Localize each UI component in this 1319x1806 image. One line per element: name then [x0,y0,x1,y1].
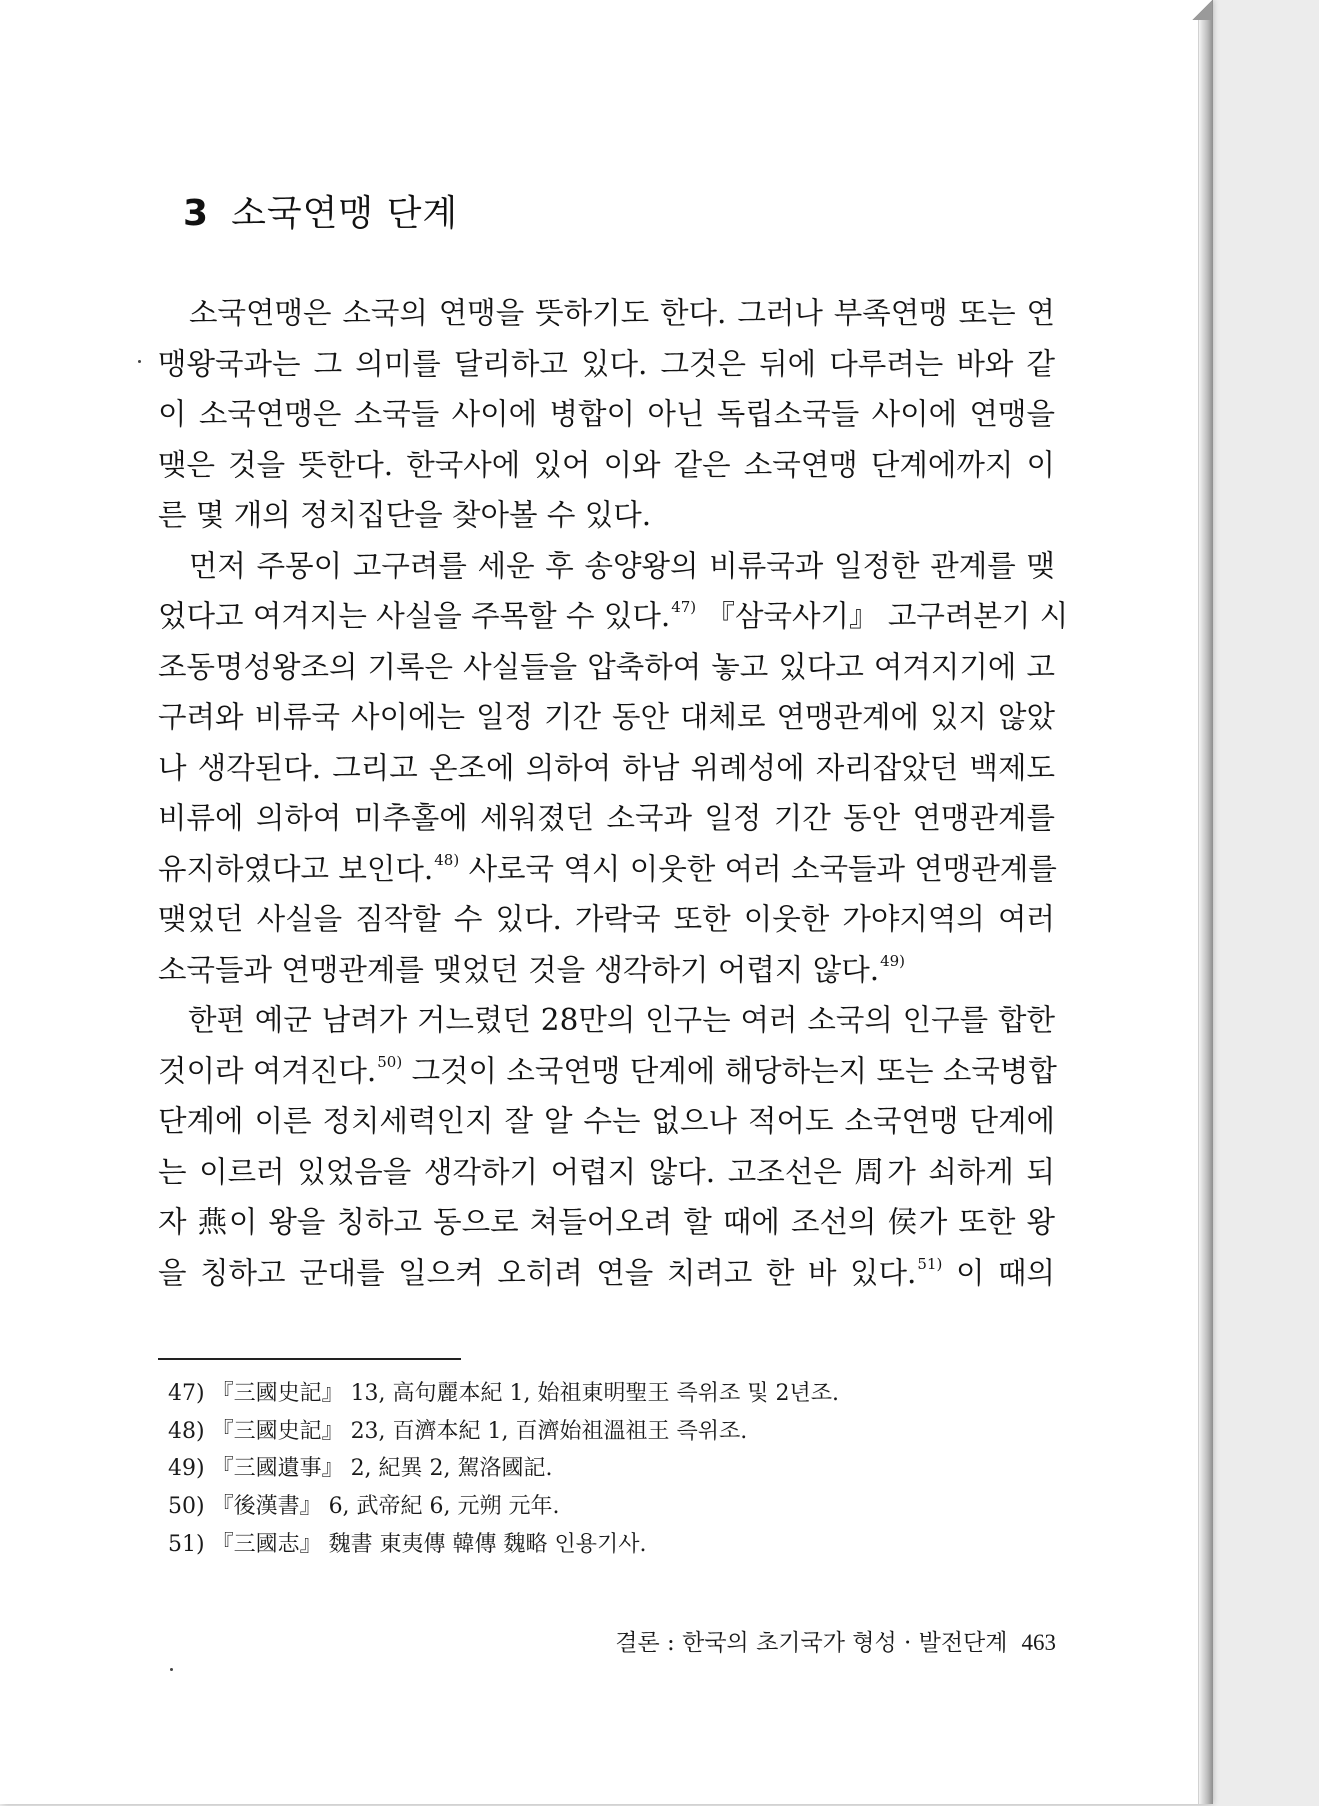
body-line: 단계에 이른 정치세력인지 잘 알 수는 없으나 적어도 소국연맹 단계에 [158,1104,1055,1138]
section-number: 3 [183,193,210,234]
footnote-ref-50: 50) [377,1052,403,1071]
footnote-50: 50) 『後漢書』 6, 武帝紀 6, 元朔 元年. [168,1494,560,1520]
page-corner [1192,0,1212,20]
footnote-ref-49: 49) [880,951,906,970]
body-line: 조동명성왕조의 기록은 사실들을 압축하여 놓고 있다고 여겨지기에 고 [158,649,1055,684]
footnote-47: 47) 『三國史記』 13, 高句麗本紀 1, 始祖東明聖王 즉위조 및 2년조. [168,1381,840,1406]
body-line: 맺은 것을 뜻한다. 한국사에 있어 이와 같은 소국연맹 단계에까지 이 [158,447,1055,482]
footnote-ref-48: 48) [434,850,460,869]
body-line: 것이라 여겨진다.$^{50)}$ 그것이 소국연맹 단계에 해당하는지 또는 소국병합 [158,1052,1057,1088]
footnote-divider [158,1358,461,1360]
body-line: 구려와 비류국 사이에는 일정 기간 동안 대체로 연맹관계에 있지 않았 [158,700,1055,734]
footnote-48: 48) 『三國史記』 23, 百濟本紀 1, 百濟始祖溫祖王 즉위조. [168,1418,748,1444]
body-line: 는 이르러 있었음을 생각하기 어렵지 않다. 고조선은 周가 쇠하게 되 [158,1154,1055,1189]
footnote-ref-51: 51) [917,1254,943,1273]
footnotes [168,1375,928,1564]
scan-speck [170,1668,173,1671]
footnote-51: 51) 『三國志』 魏書 東夷傳 韓傳 魏略 인용기사. [168,1531,647,1557]
body-line: 비류에 의하여 미추홀에 세워졌던 소국과 일정 기간 동안 연맹관계를 [158,801,1055,835]
body-line: 른 몇 개의 정치집단을 찾아볼 수 있다. [158,498,652,532]
running-footer [586,1624,1056,1657]
page-edge [1198,0,1213,1804]
body-line: 소국들과 연맹관계를 맺었던 것을 생각하기 어렵지 않다.$^{49)}$ [158,951,906,987]
body-line: 나 생각된다. 그리고 온조에 의하여 하남 위례성에 자리잡았던 백제도 [158,750,1055,785]
body-line: 었다고 여겨지는 사실을 주목할 수 있다.$^{47)}$ 『삼국사기』 고구려본기 시 [158,598,1069,633]
body-line: 한편 예군 남려가 거느렸던 28만의 인구는 여러 소국의 인구를 합한 [158,1003,1055,1037]
body-line: 소국연맹은 소국의 연맹을 뜻하기도 한다. 그러나 부족연맹 또는 연 [158,296,1055,330]
page-number: 463 [1021,1630,1056,1655]
section-heading [183,185,458,236]
footer-chapter-title: 결론 : 한국의 초기국가 형성 · 발전단계 [615,1630,1008,1656]
body-text [158,288,1069,1298]
body-line: 유지하였다고 보인다.$^{48)}$ 사로국 역시 이웃한 여러 소국들과 연맹관계를 [158,850,1057,886]
section-title: 소국연맹 단계 [231,193,459,234]
footnote-ref-47: 47) [671,598,697,616]
body-line: 이 소국연맹은 소국들 사이에 병합이 아닌 독립소국들 사이에 연맹을 [158,397,1055,431]
body-line: 맺었던 사실을 짐작할 수 있다. 가락국 또한 이웃한 가야지역의 여러 [158,902,1055,936]
scan-speck [138,360,141,363]
body-line: 을 칭하고 군대를 일으켜 오히려 연을 치려고 한 바 있다.$^{51)}$ 이 때의 [158,1254,1055,1290]
body-line: 자 燕이 왕을 칭하고 동으로 쳐들어오려 할 때에 조선의 侯가 또한 왕 [158,1205,1055,1239]
body-line: 맹왕국과는 그 의미를 달리하고 있다. 그것은 뒤에 다루려는 바와 같 [158,346,1055,381]
footnote-49: 49) 『三國遺事』 2, 紀異 2, 駕洛國記. [168,1456,553,1482]
body-line: 먼저 주몽이 고구려를 세운 후 송양왕의 비류국과 일정한 관계를 맺 [158,548,1055,583]
